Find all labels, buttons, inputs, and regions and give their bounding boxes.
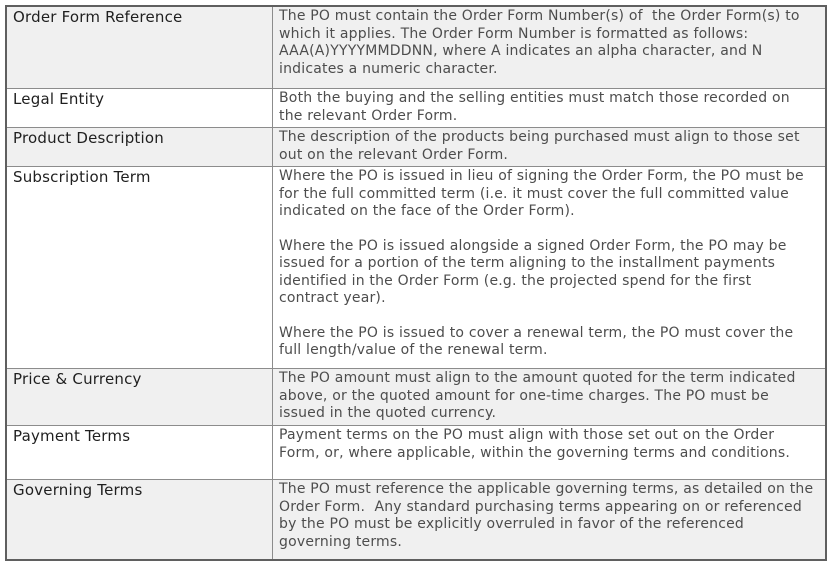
row-label: Product Description	[6, 128, 273, 167]
row-label: Price & Currency	[6, 369, 273, 426]
po-requirements-table	[5, 5, 827, 561]
table-row	[6, 480, 826, 561]
description-paragraph: The description of the products being purchased must align to those set out on the relevant Order Form.	[279, 129, 805, 163]
row-description	[273, 128, 827, 167]
description-paragraph: The PO must contain the Order Form Number(s) of the Order Form(s) to which it applies. The Order Form Number is formatted as follows: AAA(A)YYYYMMDDNN, where A indicates an alpha character, and N indicates a numeric character.	[279, 8, 805, 77]
po-requirements-table-body	[6, 6, 826, 560]
row-label: Subscription Term	[6, 167, 273, 369]
row-label: Legal Entity	[6, 89, 273, 128]
table-row	[6, 369, 826, 426]
po-requirements-document	[5, 5, 827, 561]
description-paragraph: Payment terms on the PO must align with those set out on the Order Form, or, where applicable, within the governing terms and conditions.	[279, 427, 790, 461]
description-paragraph: Where the PO is issued in lieu of signing the Order Form, the PO must be for the full committed term (i.e. it must cover the full committed value indicated on the face of the Order Form).	[279, 168, 809, 219]
description-paragraph: Where the PO is issued to cover a renewal term, the PO must cover the full length/value of the renewal term.	[279, 324, 798, 358]
description-paragraph: Where the PO is issued alongside a signed Order Form, the PO may be issued for a portion of the term aligning to the installment payments identified in the Order Form (e.g. the projected spend for the first contract year).	[279, 237, 792, 306]
table-row	[6, 426, 826, 480]
table-row	[6, 6, 826, 89]
description-paragraph: The PO must reference the applicable governing terms, as detailed on the Order Form. Any standard purchasing terms appearing on or referenced by the PO must be explicitly overruled in favor of the referenced governing terms.	[279, 481, 818, 550]
row-label: Order Form Reference	[6, 6, 273, 89]
row-description	[273, 426, 827, 480]
row-description	[273, 89, 827, 128]
table-row	[6, 128, 826, 167]
row-description	[273, 167, 827, 369]
row-label: Governing Terms	[6, 480, 273, 561]
row-description	[273, 6, 827, 89]
description-paragraph: Both the buying and the selling entities must match those recorded on the relevant Order Form.	[279, 90, 795, 124]
row-label: Payment Terms	[6, 426, 273, 480]
row-description	[273, 480, 827, 561]
row-description	[273, 369, 827, 426]
table-row	[6, 89, 826, 128]
table-row	[6, 167, 826, 369]
description-paragraph: The PO amount must align to the amount quoted for the term indicated above, or the quoted amount for one-time charges. The PO must be issued in the quoted currency.	[279, 370, 801, 421]
